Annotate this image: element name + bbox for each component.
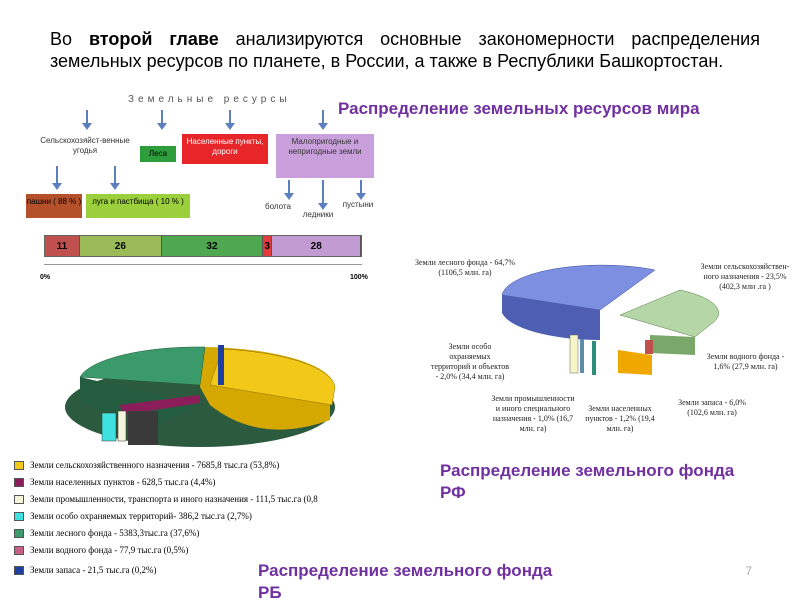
legend-swatch <box>14 529 24 538</box>
bar-axis <box>44 264 362 265</box>
rf-slice-water <box>645 340 653 354</box>
rf-label-industry: Земли промышленности и иного специального назначения - 1,0% (16,7 млн. га) <box>491 394 575 433</box>
rb-pie-chart <box>60 335 360 460</box>
rb-heading: Распределение земельного фонда РБ <box>258 561 553 602</box>
rb-legend-item: Земли водного фонда - 77,9 тыс.га (0,5%) <box>14 545 188 555</box>
world-bar-segment: 26 <box>80 236 162 256</box>
legend-swatch <box>14 512 24 521</box>
rf-slice-agri <box>620 290 719 337</box>
rb-legend-item: Земли промышленности, транспорта и иного назначения - 111,5 тыс.га (0,8 <box>14 494 318 504</box>
rf-label-settle: Земли населенных пунктов - 1,2% (19,4 млн. га) <box>585 404 655 433</box>
rf-slice-settle <box>592 341 596 375</box>
arrow-down-icon <box>360 180 362 194</box>
rb-slice-forest <box>80 347 205 385</box>
arable-box: пашни ( 88 % ) <box>26 194 82 218</box>
rf-slice-protected <box>570 335 578 373</box>
meadows-box: луга и пастбища ( 10 % ) <box>86 194 190 218</box>
rf-slice-agri-side <box>650 335 695 355</box>
rb-slice-industry <box>118 411 126 441</box>
unfit-land-box: Малопригодные и непригодные земли <box>276 134 374 178</box>
rb-slice-protected <box>102 413 116 441</box>
arrow-down-icon <box>56 166 58 184</box>
swamps-label: болота <box>265 202 291 211</box>
intro-paragraph <box>50 28 760 72</box>
world-bar-segment: 11 <box>45 236 80 256</box>
rf-label-reserve: Земли запаса - 6,0% (102,6 млн. га) <box>678 398 746 417</box>
agri-land-label: Сельскохозяйст-венные угодья <box>40 136 130 155</box>
legend-swatch <box>14 546 24 555</box>
world-heading: Распределение земельных ресурсов мира <box>338 99 700 118</box>
arrow-down-icon <box>322 110 324 124</box>
rf-label-protected: Земли особо охраняемых территорий и объектов - 2,0% (34,4 млн. га) <box>430 342 510 381</box>
rb-legend-item: Земли сельскохозяйственного назначения - 7685,8 тыс.га (53,8%) <box>14 460 279 470</box>
rb-legend-item: Земли запаса - 21,5 тыс.га (0,2%) <box>14 565 157 575</box>
axis-start-label: 0% <box>40 274 51 281</box>
world-bar-segment: 32 <box>162 236 263 256</box>
arrow-down-icon <box>322 180 324 204</box>
world-bar-segment: 28 <box>272 236 360 256</box>
legend-swatch <box>14 495 24 504</box>
rb-legend-item: Земли лесного фонда - 5383,3тыс.га (37,6%) <box>14 528 199 538</box>
rb-slice-reserve <box>218 345 224 385</box>
deserts-label: пустыни <box>342 200 374 209</box>
scheme-title: Земельные ресурсы <box>128 94 291 105</box>
arrow-down-icon <box>114 166 116 184</box>
rf-label-forest: Земли лесного фонда - 64,7% (1106,5 млн. га) <box>415 258 515 277</box>
arrow-down-icon <box>229 110 231 124</box>
legend-swatch <box>14 566 24 575</box>
page-number: 7 <box>745 564 752 578</box>
arrow-down-icon <box>86 110 88 124</box>
intro-text-end: анализируются основные закономерности распределения земельных ресурсов по планете, в России, а также в Республики Башкортостан. <box>50 29 760 71</box>
forest-box: Леса <box>140 146 176 162</box>
legend-swatch <box>14 461 24 470</box>
rf-heading: Распределение земельного фонда РФ <box>440 461 735 502</box>
intro-text-start: Во <box>50 29 89 49</box>
world-bar-segment: 3 <box>263 236 272 256</box>
rf-label-agri: Земли сельскохозяйствен-ного назначения - 23,5% (402,3 млн .га ) <box>700 262 790 291</box>
arrow-down-icon <box>288 180 290 194</box>
legend-swatch <box>14 478 24 487</box>
arrow-down-icon <box>161 110 163 124</box>
intro-bold: второй главе <box>88 29 219 49</box>
settlements-box: Населенные пункты, дороги <box>182 134 268 164</box>
rb-legend-item: Земли особо охраняемых территорий- 386,2 тыс.га (2,7%) <box>14 511 252 521</box>
rf-label-water: Земли водного фонда - 1,6% (27,9 млн. га) <box>706 352 785 371</box>
rb-slice-dark <box>128 411 158 445</box>
world-distribution-bar <box>44 235 362 257</box>
glaciers-label: ледники <box>302 210 334 219</box>
axis-end-label: 100% <box>350 274 368 281</box>
rf-slice-industry <box>580 339 584 373</box>
rb-legend-item: Земли населенных пунктов - 628,5 тыс.га (4,4%) <box>14 477 215 487</box>
